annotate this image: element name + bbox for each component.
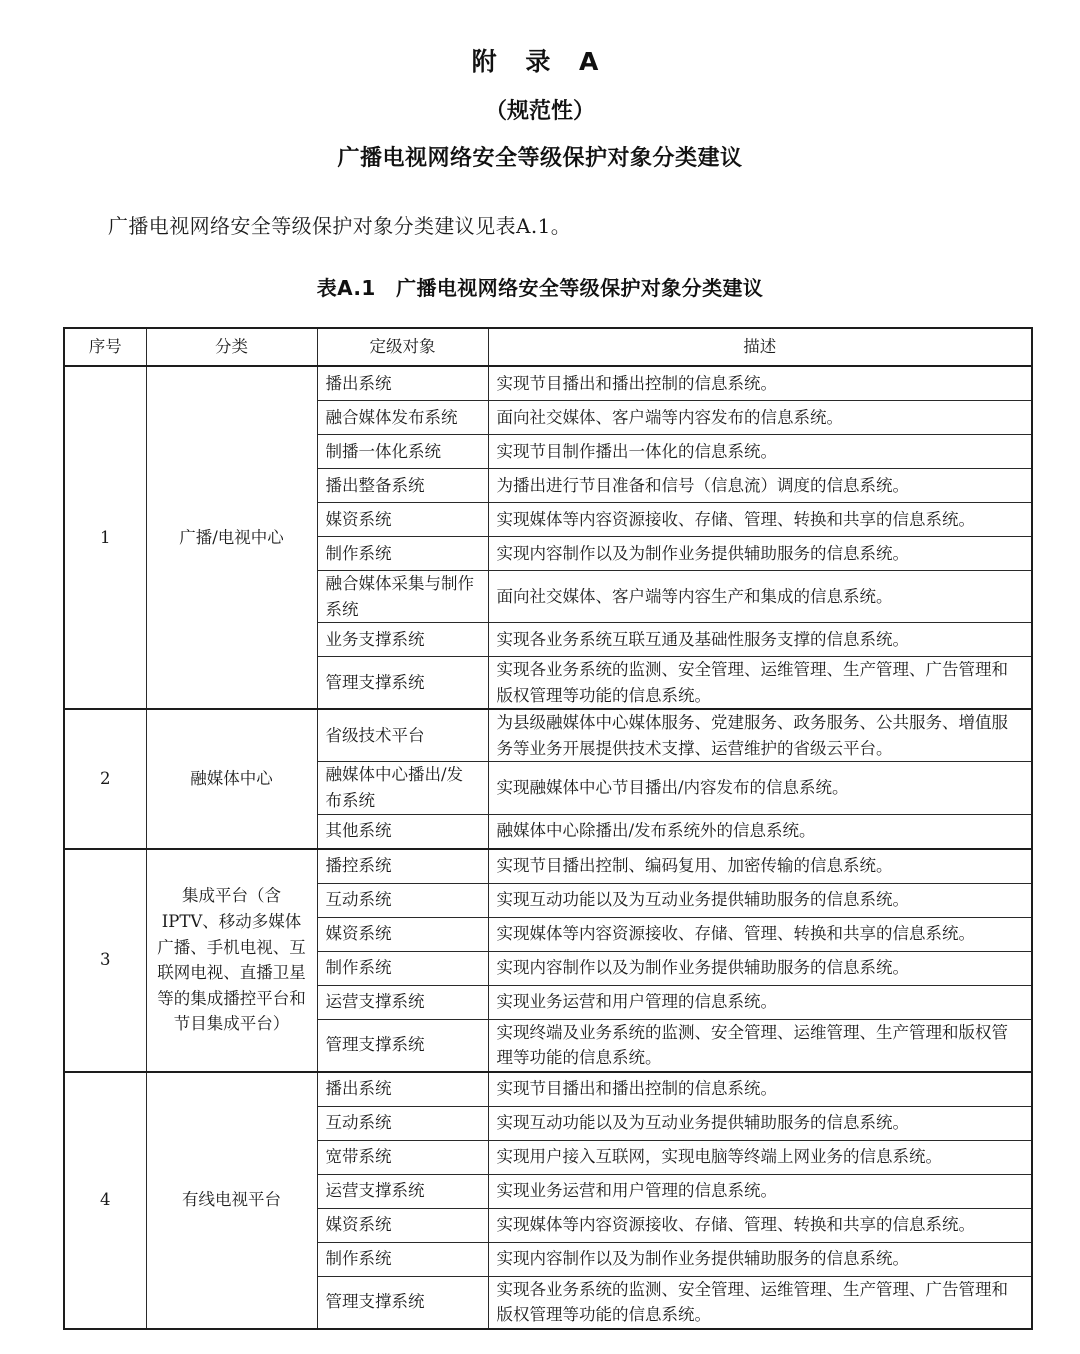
table-row: [64, 849, 1032, 884]
cell-group-number: 1: [64, 366, 146, 709]
cell-object: 运营支撑系统: [317, 985, 488, 1019]
cell-object: 运营支撑系统: [317, 1174, 488, 1208]
cell-object: 制播一体化系统: [317, 435, 488, 469]
cell-object: 融合媒体发布系统: [317, 401, 488, 435]
cell-category: 融媒体中心: [146, 709, 317, 848]
cell-description: 实现用户接入互联网，实现电脑等终端上网业务的信息系统。: [488, 1140, 1032, 1174]
appendix-kind: （规范性）: [484, 99, 595, 124]
cell-description: 实现各业务系统互联互通及基础性服务支撑的信息系统。: [488, 623, 1032, 657]
cell-object: 融合媒体采集与制作系统: [317, 571, 488, 623]
cell-object: 业务支撑系统: [317, 623, 488, 657]
cell-object: 互动系统: [317, 883, 488, 917]
classification-table: [63, 327, 1033, 1330]
cell-description: 实现节目播出控制、编码复用、加密传输的信息系统。: [488, 849, 1032, 884]
column-header-no: 序号: [64, 328, 146, 366]
cell-description: 实现业务运营和用户管理的信息系统。: [488, 985, 1032, 1019]
cell-description: 为县级融媒体中心媒体服务、党建服务、政务服务、公共服务、增值服务等业务开展提供技术支撑、运营维护的省级云平台。: [488, 709, 1032, 762]
cell-object: 制作系统: [317, 951, 488, 985]
cell-group-number: 3: [64, 849, 146, 1072]
cell-object: 媒资系统: [317, 1208, 488, 1242]
table-container: [0, 301, 1080, 1330]
cell-description: 实现融媒体中心节目播出/内容发布的信息系统。: [488, 762, 1032, 814]
cell-description: 实现互动功能以及为互动业务提供辅助服务的信息系统。: [488, 883, 1032, 917]
cell-object: 互动系统: [317, 1106, 488, 1140]
table-row: [64, 1072, 1032, 1107]
column-header-category: 分类: [146, 328, 317, 366]
cell-description: 为播出进行节目准备和信号（信息流）调度的信息系统。: [488, 469, 1032, 503]
cell-description: 面向社交媒体、客户端等内容发布的信息系统。: [488, 401, 1032, 435]
cell-object: 管理支撑系统: [317, 657, 488, 710]
cell-object: 管理支撑系统: [317, 1276, 488, 1329]
table-header: [64, 328, 1032, 366]
cell-description: 实现节目制作播出一体化的信息系统。: [488, 435, 1032, 469]
cell-description: 实现节目播出和播出控制的信息系统。: [488, 1072, 1032, 1107]
cell-description: 实现内容制作以及为制作业务提供辅助服务的信息系统。: [488, 951, 1032, 985]
cell-object: 其他系统: [317, 814, 488, 849]
cell-object: 省级技术平台: [317, 709, 488, 762]
cell-description: 实现终端及业务系统的监测、安全管理、运维管理、生产管理和版权管理等功能的信息系统。: [488, 1019, 1032, 1072]
table-caption: 表A.1 广播电视网络安全等级保护对象分类建议: [316, 276, 764, 300]
cell-description: 实现互动功能以及为互动业务提供辅助服务的信息系统。: [488, 1106, 1032, 1140]
cell-category: 广播/电视中心: [146, 366, 317, 709]
cell-object: 制作系统: [317, 1242, 488, 1276]
cell-description: 面向社交媒体、客户端等内容生产和集成的信息系统。: [488, 571, 1032, 623]
cell-description: 实现内容制作以及为制作业务提供辅助服务的信息系统。: [488, 537, 1032, 571]
cell-description: 实现节目播出和播出控制的信息系统。: [488, 366, 1032, 401]
cell-category: 有线电视平台: [146, 1072, 317, 1329]
cell-category: 集成平台（含IPTV、移动多媒体广播、手机电视、互联网电视、直播卫星等的集成播控平台和节目集成平台）: [146, 849, 317, 1072]
cell-description: 实现媒体等内容资源接收、存储、管理、转换和共享的信息系统。: [488, 503, 1032, 537]
table-header-row: [64, 328, 1032, 366]
cell-description: 实现媒体等内容资源接收、存储、管理、转换和共享的信息系统。: [488, 1208, 1032, 1242]
cell-group-number: 4: [64, 1072, 146, 1329]
cell-description: 融媒体中心除播出/发布系统外的信息系统。: [488, 814, 1032, 849]
cell-object: 播出系统: [317, 366, 488, 401]
body-paragraph: 广播电视网络安全等级保护对象分类建议见表A.1。: [108, 214, 572, 238]
cell-object: 管理支撑系统: [317, 1019, 488, 1072]
cell-object: 播出系统: [317, 1072, 488, 1107]
cell-object: 播出整备系统: [317, 469, 488, 503]
cell-group-number: 2: [64, 709, 146, 848]
appendix-subject-heading: 广播电视网络安全等级保护对象分类建议: [337, 146, 743, 171]
cell-description: 实现各业务系统的监测、安全管理、运维管理、生产管理、广告管理和版权管理等功能的信息系统。: [488, 1276, 1032, 1329]
cell-object: 融媒体中心播出/发布系统: [317, 762, 488, 814]
table-row: [64, 709, 1032, 762]
cell-object: 播控系统: [317, 849, 488, 884]
cell-description: 实现业务运营和用户管理的信息系统。: [488, 1174, 1032, 1208]
cell-description: 实现各业务系统的监测、安全管理、运维管理、生产管理、广告管理和版权管理等功能的信息系统。: [488, 657, 1032, 710]
table-row: [64, 366, 1032, 401]
appendix-title: 附 录 A: [471, 47, 609, 76]
table-body: [64, 366, 1032, 1329]
cell-object: 宽带系统: [317, 1140, 488, 1174]
cell-object: 媒资系统: [317, 917, 488, 951]
cell-object: 媒资系统: [317, 503, 488, 537]
cell-object: 制作系统: [317, 537, 488, 571]
cell-description: 实现内容制作以及为制作业务提供辅助服务的信息系统。: [488, 1242, 1032, 1276]
column-header-object: 定级对象: [317, 328, 488, 366]
column-header-description: 描述: [488, 328, 1032, 366]
cell-description: 实现媒体等内容资源接收、存储、管理、转换和共享的信息系统。: [488, 917, 1032, 951]
